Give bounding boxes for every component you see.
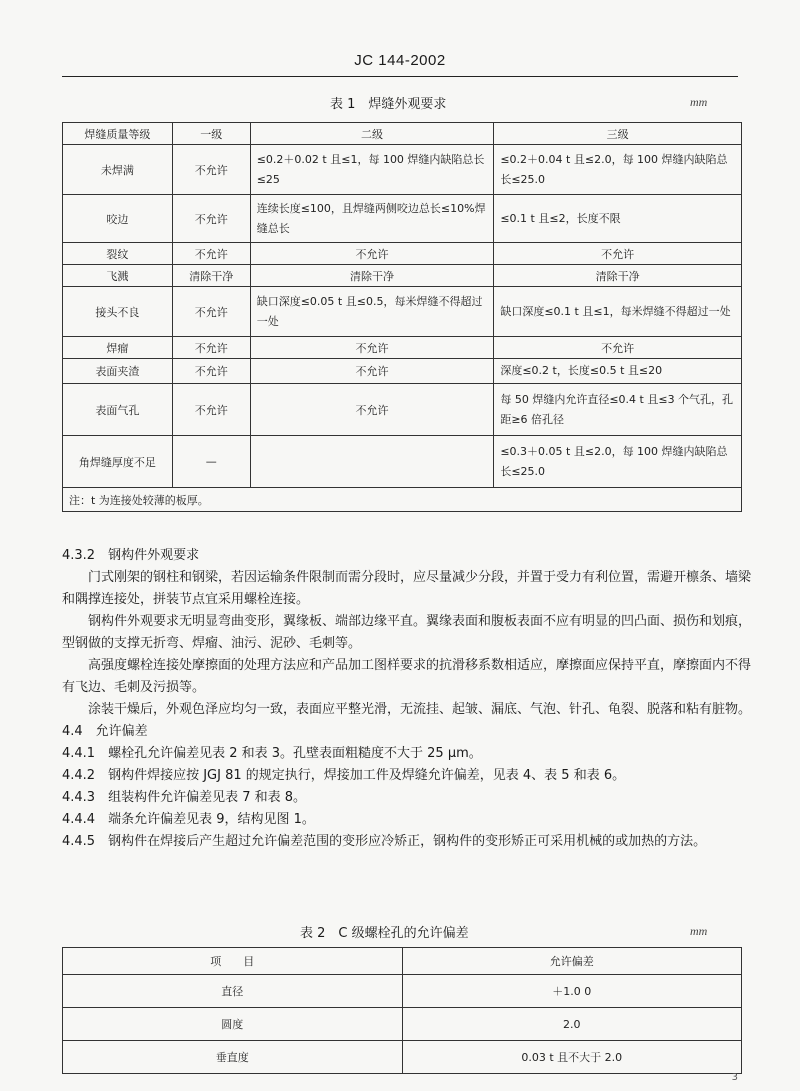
clause: 4.4.3 组装构件允许偏差见表 7 和表 8。 [62,790,307,805]
grade2-cell: 不允许 [250,337,494,359]
column-header: 一级 [172,123,250,145]
section-heading: 4.4 允许偏差 [62,724,148,739]
column-header: 二级 [250,123,494,145]
row-label: 焊瘤 [63,337,173,359]
table-row [63,384,742,436]
page-number: 3 [731,1072,738,1083]
table-row [63,265,742,287]
table-header-row [63,123,742,145]
grade1-cell: 不允许 [172,145,250,195]
paragraph: 门式刚架的钢柱和钢梁，若因运输条件限制而需分段时，应尽量减少分段，并置于受力有利位置，需避开檩条、墙梁和隅撑连接处，拼装节点宜采用螺栓连接。 [62,570,752,607]
clause: 4.4.2 钢构件焊接应按 JGJ 81 的规定执行，焊接加工件及焊缝允许偏差，见表 4、表 5 和表 6。 [62,768,626,783]
column-header: 项 目 [63,948,403,975]
table-row [63,195,742,243]
grade3-cell: 深度≤0.2 t，长度≤0.5 t 且≤20 [494,359,742,384]
paragraph: 钢构件外观要求无明显弯曲变形，翼缘板、端部边缘平直。翼缘表面和腹板表面不应有明显的凹凸面、损伤和划痕，型钢做的支撑无折弯、焊瘤、油污、泥砂、毛刺等。 [62,614,752,651]
table-note-row [63,488,742,512]
table-row [63,359,742,384]
grade3-cell: 不允许 [494,243,742,265]
row-label: 飞溅 [63,265,173,287]
row-label: 裂纹 [63,243,173,265]
clause: 4.4.1 螺栓孔允许偏差见表 2 和表 3。孔壁表面粗糙度不大于 25 μm。 [62,746,482,761]
column-header: 三级 [494,123,742,145]
table1-unit: mm [690,95,708,109]
table-header-row [63,948,742,975]
grade2-cell: ≤0.2＋0.02 t 且≤1，每 100 焊缝内缺陷总长≤25 [250,145,494,195]
standard-number-header: JC 144-2002 [354,52,446,69]
grade3-cell: ≤0.3＋0.05 t 且≤2.0，每 100 焊缝内缺陷总长≤25.0 [494,436,742,488]
table2-caption: 表 2 C 级螺栓孔的允许偏差 [300,926,469,941]
row-label: 角焊缝厚度不足 [63,436,173,488]
grade2-cell: 连续长度≤100，且焊缝两侧咬边总长≤10%焊缝总长 [250,195,494,243]
row-label: 未焊满 [63,145,173,195]
table2-unit: mm [690,924,708,938]
item-cell: 圆度 [63,1008,403,1041]
body-text [62,545,752,853]
value-cell: 2.0 [402,1008,742,1041]
section-heading: 4.3.2 钢构件外观要求 [62,548,200,563]
item-cell: 直径 [63,975,403,1008]
grade3-cell: 清除干净 [494,265,742,287]
grade3-cell: 缺口深度≤0.1 t 且≤1，每米焊缝不得超过一处 [494,287,742,337]
table-row [63,975,742,1008]
table-row [63,337,742,359]
header-rule [62,76,738,77]
clause: 4.4.5 钢构件在焊接后产生超过允许偏差范围的变形应冷矫正，钢构件的变形矫正可采用机械的或加热的方法。 [62,834,707,849]
table-note: 注：t 为连接处较薄的板厚。 [63,488,742,512]
row-label: 表面夹渣 [63,359,173,384]
grade2-cell: 缺口深度≤0.05 t 且≤0.5，每米焊缝不得超过一处 [250,287,494,337]
bolt-hole-deviation-table [62,947,742,1074]
grade2-cell [250,436,494,488]
grade2-cell: 不允许 [250,243,494,265]
table-row [63,145,742,195]
grade2-cell: 不允许 [250,359,494,384]
grade2-cell: 清除干净 [250,265,494,287]
paragraph: 高强度螺栓连接处摩擦面的处理方法应和产品加工图样要求的抗滑移系数相适应，摩擦面应保持平直，摩擦面内不得有飞边、毛刺及污损等。 [62,658,752,695]
grade1-cell: 不允许 [172,287,250,337]
grade1-cell: 不允许 [172,195,250,243]
table-row [63,436,742,488]
row-label: 咬边 [63,195,173,243]
column-header: 允许偏差 [402,948,742,975]
grade2-cell: 不允许 [250,384,494,436]
grade1-cell: 不允许 [172,243,250,265]
table-row [63,243,742,265]
grade1-cell: — [172,436,250,488]
table-row [63,1041,742,1074]
table-row [63,1008,742,1041]
grade1-cell: 清除干净 [172,265,250,287]
grade1-cell: 不允许 [172,359,250,384]
row-label: 接头不良 [63,287,173,337]
value-cell: ＋1.0 0 [402,975,742,1008]
value-cell: 0.03 t 且不大于 2.0 [402,1041,742,1074]
column-header: 焊缝质量等级 [63,123,173,145]
grade3-cell: ≤0.2＋0.04 t 且≤2.0，每 100 焊缝内缺陷总长≤25.0 [494,145,742,195]
clause: 4.4.4 端条允许偏差见表 9，结构见图 1。 [62,812,315,827]
grade1-cell: 不允许 [172,337,250,359]
grade3-cell: ≤0.1 t 且≤2，长度不限 [494,195,742,243]
paragraph: 涂装干燥后，外观色泽应均匀一致，表面应平整光滑，无流挂、起皱、漏底、气泡、针孔、龟裂、脱落和粘有脏物。 [88,702,752,717]
grade1-cell: 不允许 [172,384,250,436]
grade3-cell: 不允许 [494,337,742,359]
grade3-cell: 每 50 焊缝内允许直径≤0.4 t 且≤3 个气孔，孔距≥6 倍孔径 [494,384,742,436]
row-label: 表面气孔 [63,384,173,436]
table-row [63,287,742,337]
table1-caption: 表 1 焊缝外观要求 [330,97,447,112]
weld-appearance-table [62,122,742,512]
item-cell: 垂直度 [63,1041,403,1074]
